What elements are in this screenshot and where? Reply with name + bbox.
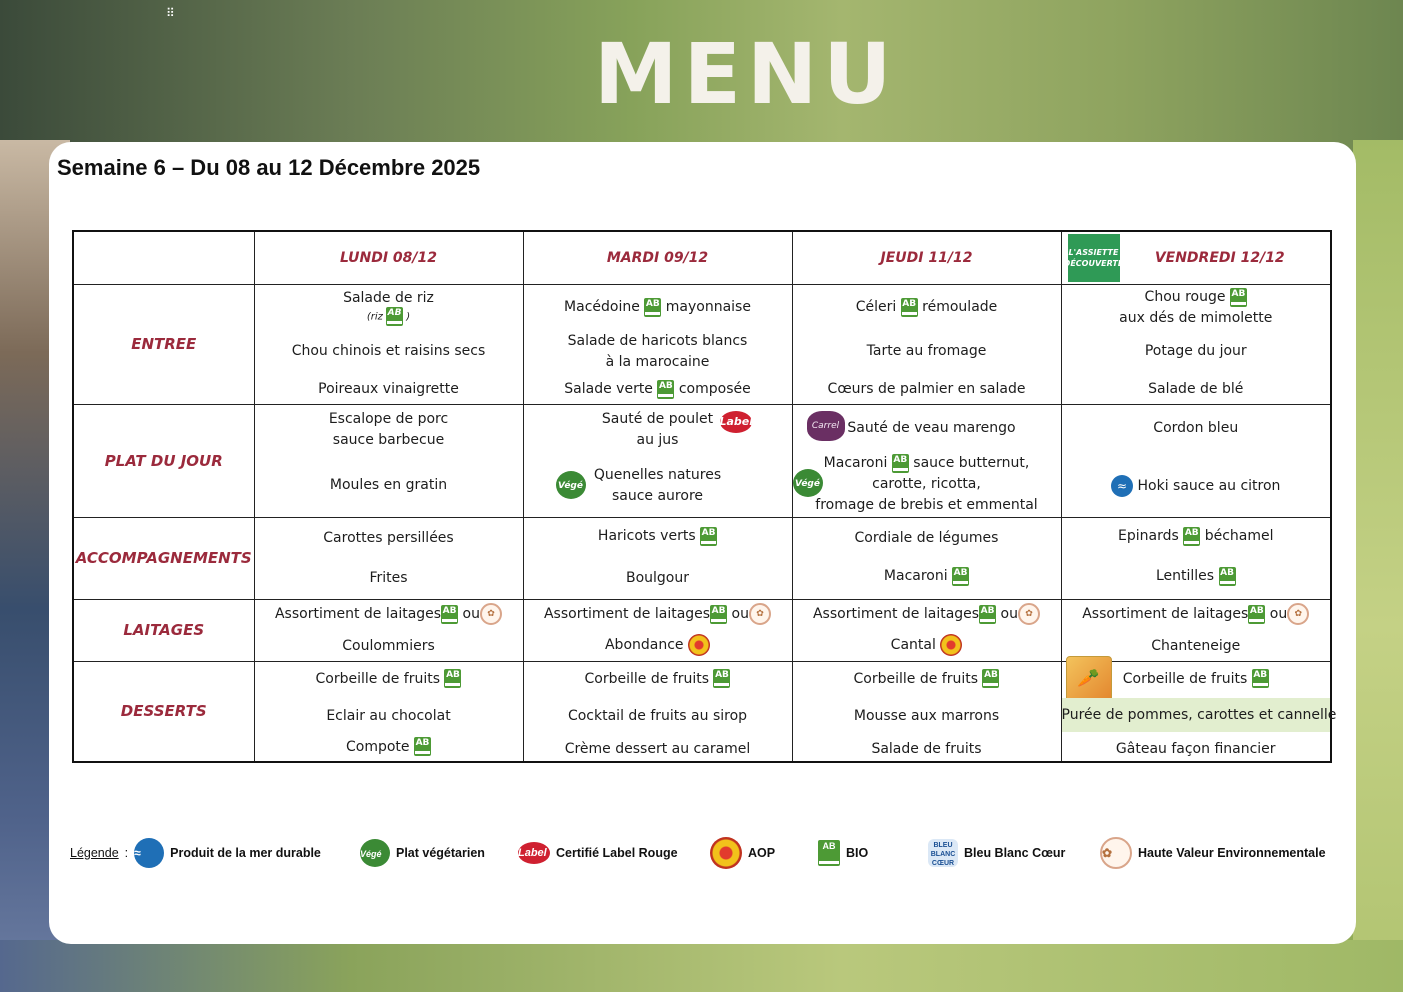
- entree-vendredi: [1061, 284, 1331, 404]
- dish: Chou chinois et raisins secs: [291, 343, 486, 359]
- dish: Cordiale de légumes: [854, 530, 999, 546]
- dish: Crème dessert au caramel: [564, 740, 751, 757]
- grid-icon: ⠿: [166, 6, 175, 20]
- legend-aop: AOP: [748, 846, 776, 860]
- maison-carrel-icon: Carrel: [807, 411, 845, 441]
- entree-mardi: [523, 284, 792, 404]
- label-rouge-icon: Label: [518, 842, 550, 864]
- dish-suffix: composée: [678, 381, 751, 397]
- dish: Haricots verts: [597, 528, 696, 544]
- dish: Assortiment de laitages: [812, 606, 980, 622]
- dish: Corbeille de fruits: [315, 670, 441, 687]
- bio-icon: AB: [979, 605, 996, 624]
- dish-line2: au jus: [636, 432, 679, 448]
- desserts-lundi: [254, 661, 523, 762]
- dish: Coulommiers: [342, 638, 435, 654]
- plat-jeudi: [792, 404, 1061, 517]
- dish: Eclair au chocolat: [326, 707, 451, 724]
- entree-lundi: [254, 284, 523, 404]
- dish-suffix: sauce butternut,: [913, 455, 1030, 471]
- day-label: JEUDI 11/12: [880, 249, 973, 266]
- carrot-recipe-image: 🥕: [1066, 656, 1112, 702]
- dish-suffix: mayonnaise: [665, 299, 751, 315]
- dish-suffix: béchamel: [1204, 528, 1274, 544]
- dish-note-end: ): [406, 311, 411, 323]
- plat-mardi: [523, 404, 792, 517]
- bio-icon: AB: [713, 669, 730, 688]
- bio-icon: AB: [441, 605, 458, 624]
- legend-bio: BIO: [846, 846, 869, 860]
- plat-lundi: [254, 404, 523, 517]
- bio-icon: AB: [818, 840, 840, 866]
- dish: Corbeille de fruits: [1122, 670, 1248, 687]
- legend-title: Légende: [70, 846, 119, 860]
- dish: Carottes persillées: [323, 530, 454, 546]
- laitages-jeudi: [792, 599, 1061, 661]
- row-header-laitages: LAITAGES: [73, 599, 254, 661]
- bio-icon: AB: [386, 307, 403, 326]
- dish: Macédoine: [564, 299, 640, 315]
- dish: Gâteau façon financier: [1115, 740, 1276, 757]
- dish: Salade de blé: [1148, 381, 1244, 397]
- aop-icon: [688, 634, 710, 656]
- day-label: MARDI 09/12: [606, 249, 709, 266]
- dish-line2: sauce barbecue: [332, 432, 445, 448]
- hve-icon: ✿: [1287, 603, 1309, 625]
- dish-line2: aux dés de mimolette: [1119, 310, 1273, 326]
- or-label: ou: [1269, 606, 1288, 622]
- page-title: Semaine 6 – Du 08 au 12 Décembre 2025: [57, 155, 481, 180]
- row-header-entree: ENTREE: [73, 284, 254, 404]
- desserts-jeudi: [792, 661, 1061, 762]
- bio-icon: AB: [444, 669, 461, 688]
- dish: Sauté de veau marengo: [847, 420, 1016, 436]
- bio-icon: AB: [982, 669, 999, 688]
- bio-icon: AB: [952, 567, 969, 586]
- dish: Lentilles: [1155, 568, 1215, 584]
- row-header-desserts: DESSERTS: [73, 661, 254, 762]
- menu-logo: MENU: [594, 25, 898, 123]
- hve-icon: ✿: [1100, 837, 1132, 869]
- or-label: ou: [1000, 606, 1018, 622]
- assiette-decouverte-logo: L'ASSIETTE DÉCOUVERTE: [1068, 234, 1120, 282]
- bio-icon: AB: [700, 527, 717, 546]
- dish: Salade de fruits: [871, 740, 982, 757]
- dish: Poireaux vinaigrette: [318, 381, 459, 397]
- background-photo-bottom: [0, 940, 1403, 992]
- dish: Boulgour: [625, 570, 689, 586]
- dish: Assortiment de laitages: [543, 606, 711, 622]
- dish: Cocktail de fruits au sirop: [567, 707, 748, 724]
- day-header-mardi: [523, 231, 792, 284]
- accomp-mardi: [523, 517, 792, 599]
- legend-label-rouge: Certifié Label Rouge: [556, 846, 678, 860]
- or-label: ou: [731, 606, 749, 622]
- dish: Assortiment de laitages: [1082, 606, 1249, 622]
- bio-icon: AB: [1219, 567, 1236, 586]
- bio-icon: AB: [901, 298, 918, 317]
- dish: Salade de haricots blancs: [567, 333, 748, 349]
- vege-icon: Végé: [360, 839, 390, 867]
- label-rouge-icon: Label: [720, 411, 752, 433]
- accomp-jeudi: [792, 517, 1061, 599]
- legend: Légende : ≈ Produit de la mer durable Végé Plat végétarien Label Certifié Label Rouge AOP AB BIO BLEU BLANC CŒUR Bleu Blanc Cœur ✿ Haute Valeur Environnementale: [70, 833, 1350, 873]
- dish-highlighted: Purée de pommes, carottes et cannelle: [1062, 698, 1331, 732]
- accomp-lundi: [254, 517, 523, 599]
- corner-cell: [73, 231, 254, 284]
- or-label: ou: [462, 606, 480, 622]
- fish-icon: ≈: [1111, 475, 1133, 497]
- accomp-vendredi: [1061, 517, 1331, 599]
- dish: Mousse aux marrons: [853, 707, 1000, 724]
- dish: Cœurs de palmier en salade: [827, 381, 1026, 397]
- dish: Chanteneige: [1151, 638, 1241, 654]
- dish: Quenelles natures: [593, 467, 722, 483]
- day-label: LUNDI 08/12: [339, 249, 438, 266]
- dish-line2: carotte, ricotta,: [872, 476, 981, 492]
- dish: Salade verte: [564, 381, 653, 397]
- day-header-jeudi: [792, 231, 1061, 284]
- hve-icon: ✿: [480, 603, 502, 625]
- legend-vege: Plat végétarien: [396, 846, 485, 860]
- fish-icon: ≈: [134, 838, 164, 868]
- laitages-mardi: [523, 599, 792, 661]
- dish-line3: fromage de brebis et emmental: [815, 497, 1038, 513]
- background-photo-right: [1353, 140, 1403, 950]
- dish: Abondance: [604, 637, 684, 653]
- bio-icon: AB: [644, 298, 661, 317]
- plat-vendredi: [1061, 404, 1331, 517]
- vege-icon: Végé: [793, 469, 823, 497]
- laitages-lundi: [254, 599, 523, 661]
- dish: Chou rouge: [1144, 289, 1226, 305]
- menu-table: [72, 230, 1337, 763]
- aop-icon: [940, 634, 962, 656]
- hve-icon: ✿: [1018, 603, 1040, 625]
- dish: Epinards: [1118, 528, 1179, 544]
- bio-icon: AB: [710, 605, 727, 624]
- dish: Hoki sauce au citron: [1137, 478, 1281, 494]
- dish: Assortiment de laitages: [274, 606, 442, 622]
- legend-mer: Produit de la mer durable: [170, 846, 321, 860]
- dish-line2: à la marocaine: [605, 354, 710, 370]
- dish: Potage du jour: [1144, 343, 1247, 359]
- dish: Escalope de porc: [328, 411, 449, 427]
- bio-icon: AB: [1230, 288, 1247, 307]
- dish: Macaroni: [823, 455, 888, 471]
- dish: Compote: [346, 738, 410, 755]
- dish-line2: sauce aurore: [611, 488, 704, 504]
- legend-hve: Haute Valeur Environnementale: [1138, 846, 1326, 860]
- bio-icon: AB: [414, 737, 431, 756]
- laitages-vendredi: [1061, 599, 1331, 661]
- bio-icon: AB: [1252, 669, 1269, 688]
- dish: Salade de riz: [343, 290, 434, 306]
- day-header-lundi: [254, 231, 523, 284]
- dish: Cantal: [890, 637, 936, 653]
- entree-jeudi: [792, 284, 1061, 404]
- dish: Frites: [369, 570, 408, 586]
- row-header-plat: PLAT DU JOUR: [73, 404, 254, 517]
- dish: Corbeille de fruits: [853, 670, 979, 687]
- day-header-vendredi: [1061, 231, 1331, 284]
- dish-suffix: rémoulade: [922, 299, 998, 315]
- row-header-accomp: ACCOMPAGNEMENTS: [73, 517, 254, 599]
- dish-note: (riz: [366, 311, 383, 323]
- bio-icon: AB: [1248, 605, 1265, 624]
- bio-icon: AB: [1183, 527, 1200, 546]
- dish: Céleri: [855, 299, 897, 315]
- desserts-vendredi: [1061, 661, 1337, 762]
- legend-bbc: Bleu Blanc Cœur: [964, 846, 1066, 860]
- desserts-mardi: [523, 661, 792, 762]
- dish: Tarte au fromage: [866, 343, 987, 359]
- dish: Sauté de poulet: [601, 411, 714, 427]
- dish: Corbeille de fruits: [584, 670, 710, 687]
- hve-icon: ✿: [749, 603, 771, 625]
- bio-icon: AB: [657, 380, 674, 399]
- bleu-blanc-coeur-icon: BLEU BLANC CŒUR: [928, 839, 958, 867]
- dish: Macaroni: [883, 568, 948, 584]
- dish: Moules en gratin: [329, 477, 448, 493]
- vege-icon: Végé: [556, 471, 586, 499]
- dish: Cordon bleu: [1153, 420, 1239, 436]
- bio-icon: AB: [892, 454, 909, 473]
- aop-icon: [710, 837, 742, 869]
- day-label: VENDREDI 12/12: [1154, 249, 1285, 266]
